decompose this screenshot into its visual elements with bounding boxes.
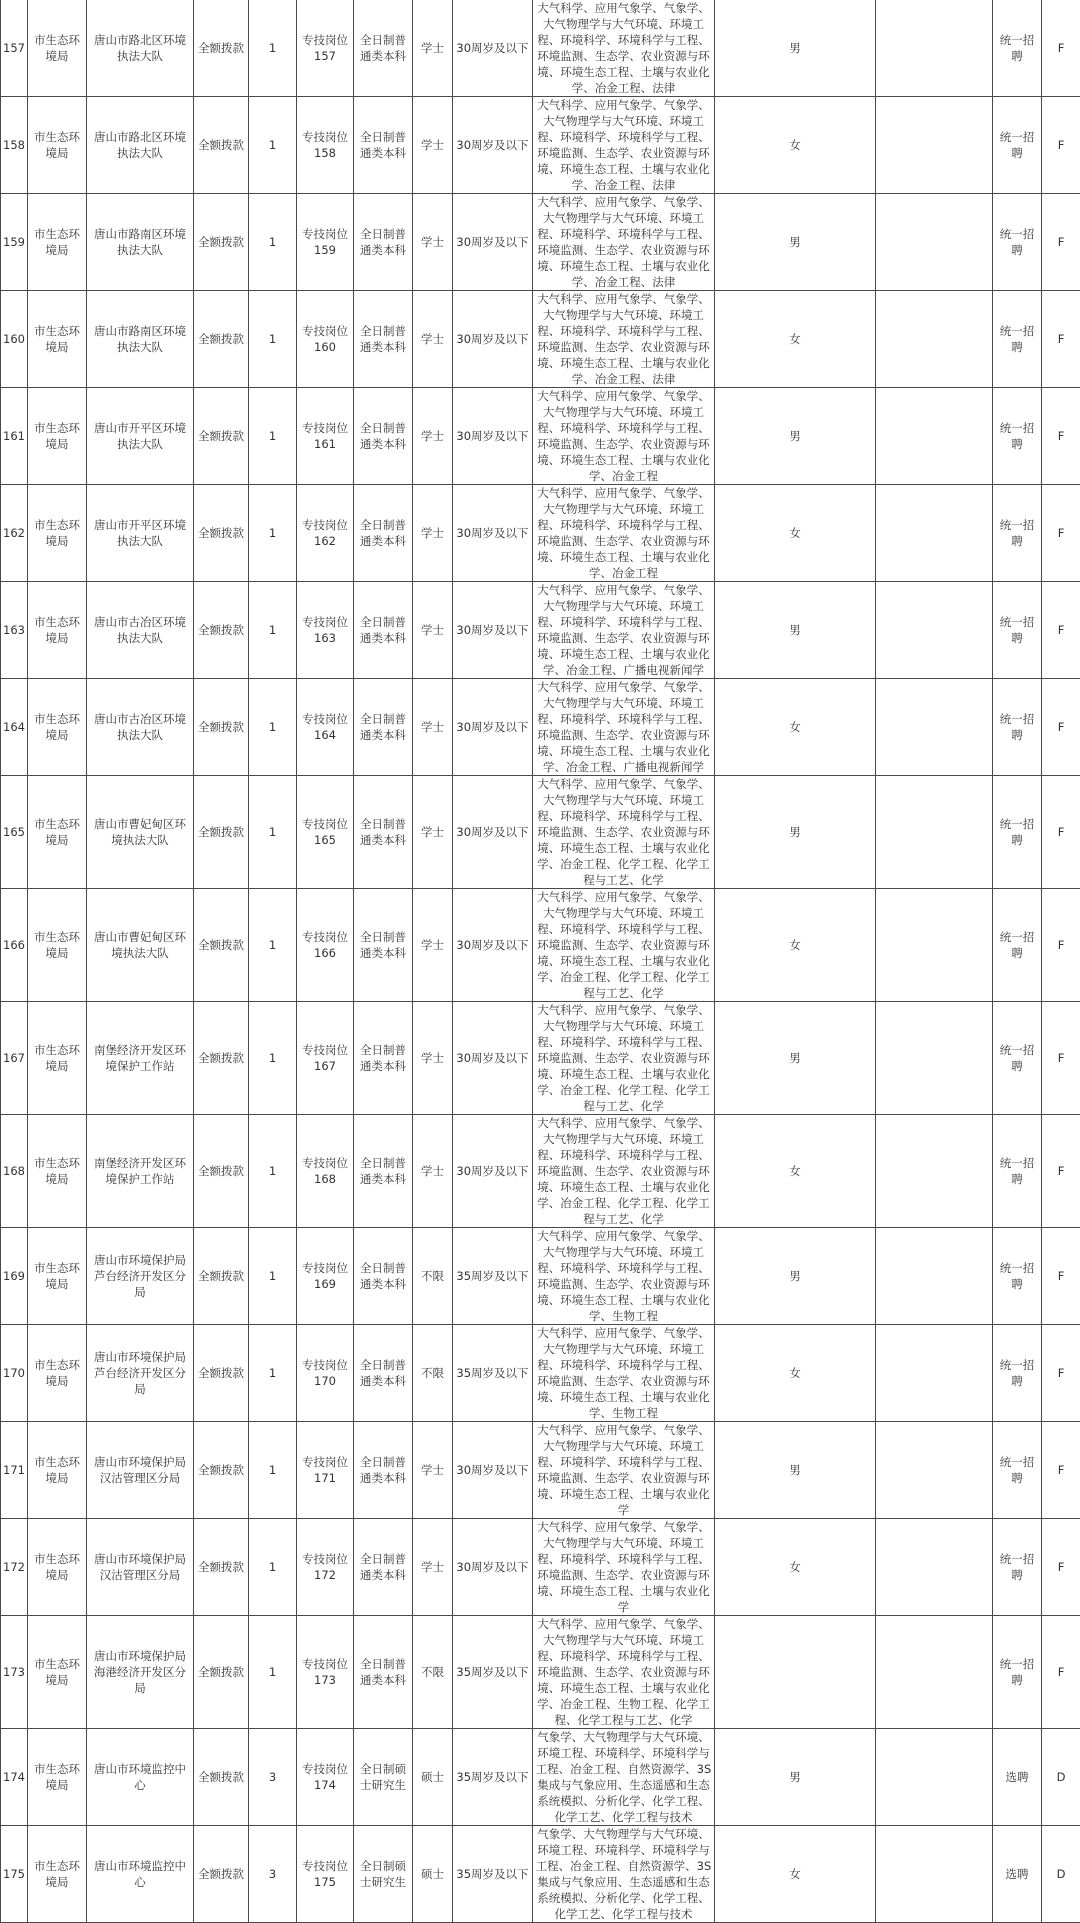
major-cell: 气象学、大气物理学与大气环境、环境工程、环境科学、环境科学与工程、冶金工程、自然资源学、3S集成与气象应用、生态遥感和生态系统模拟、分析化学、化学工程、化学工艺、化学工程与技术 bbox=[533, 1729, 715, 1826]
other-conditions-cell bbox=[876, 776, 993, 889]
post-name-cell: 专技岗位168 bbox=[297, 1115, 354, 1228]
headcount-cell: 1 bbox=[249, 1519, 297, 1616]
recruit-method-cell: 统一招聘 bbox=[993, 1228, 1042, 1325]
post-name-cell: 专技岗位162 bbox=[297, 485, 354, 582]
education-cell: 全日制普通类本科 bbox=[354, 388, 413, 485]
headcount-cell: 1 bbox=[249, 0, 297, 97]
other-conditions-cell bbox=[876, 679, 993, 776]
unit-cell: 唐山市环境保护局汉沽管理区分局 bbox=[87, 1422, 194, 1519]
education-cell: 全日制普通类本科 bbox=[354, 1228, 413, 1325]
department-cell: 市生态环境局 bbox=[28, 679, 87, 776]
other-conditions-cell bbox=[876, 889, 993, 1002]
recruit-method-cell: 统一招聘 bbox=[993, 1616, 1042, 1729]
degree-cell: 学士 bbox=[413, 0, 453, 97]
major-cell: 大气科学、应用气象学、气象学、大气物理学与大气环境、环境工程、环境科学、环境科学与工程、环境监测、生态学、农业资源与环境、环境生态工程、土壤与农业化学、冶金工程、法律 bbox=[533, 194, 715, 291]
major-cell: 大气科学、应用气象学、气象学、大气物理学与大气环境、环境工程、环境科学、环境科学与工程、环境监测、生态学、农业资源与环境、环境生态工程、土壤与农业化学、冶金工程、法律 bbox=[533, 0, 715, 97]
post-name-cell: 专技岗位171 bbox=[297, 1422, 354, 1519]
department-cell: 市生态环境局 bbox=[28, 1826, 87, 1923]
gender-cell: 女 bbox=[715, 97, 876, 194]
other-conditions-cell bbox=[876, 1729, 993, 1826]
other-conditions-cell bbox=[876, 1325, 993, 1422]
gender-cell: 男 bbox=[715, 194, 876, 291]
department-cell: 市生态环境局 bbox=[28, 889, 87, 1002]
category-cell: F bbox=[1042, 1422, 1080, 1519]
gender-cell: 男 bbox=[715, 0, 876, 97]
gender-cell: 男 bbox=[715, 1422, 876, 1519]
row-number: 161 bbox=[1, 388, 28, 485]
post-name-cell: 专技岗位167 bbox=[297, 1002, 354, 1115]
row-number: 158 bbox=[1, 97, 28, 194]
degree-cell: 硕士 bbox=[413, 1826, 453, 1923]
degree-cell: 学士 bbox=[413, 97, 453, 194]
row-number: 165 bbox=[1, 776, 28, 889]
post-name-cell: 专技岗位157 bbox=[297, 0, 354, 97]
department-cell: 市生态环境局 bbox=[28, 1519, 87, 1616]
degree-cell: 学士 bbox=[413, 889, 453, 1002]
degree-cell: 学士 bbox=[413, 582, 453, 679]
recruit-method-cell: 统一招聘 bbox=[993, 1002, 1042, 1115]
post-name-cell: 专技岗位163 bbox=[297, 582, 354, 679]
education-cell: 全日制硕士研究生 bbox=[354, 1729, 413, 1826]
funding-cell: 全额拨款 bbox=[194, 1325, 249, 1422]
funding-cell: 全额拨款 bbox=[194, 1616, 249, 1729]
recruit-method-cell: 统一招聘 bbox=[993, 291, 1042, 388]
major-cell: 大气科学、应用气象学、气象学、大气物理学与大气环境、环境工程、环境科学、环境科学与工程、环境监测、生态学、农业资源与环境、环境生态工程、土壤与农业化学、冶金工程、生物工程、化学工程、化学工程与工艺、化学 bbox=[533, 1616, 715, 1729]
headcount-cell: 1 bbox=[249, 776, 297, 889]
headcount-cell: 1 bbox=[249, 1115, 297, 1228]
other-conditions-cell bbox=[876, 0, 993, 97]
gender-cell: 男 bbox=[715, 776, 876, 889]
row-number: 167 bbox=[1, 1002, 28, 1115]
age-cell: 35周岁及以下 bbox=[453, 1228, 533, 1325]
gender-cell: 男 bbox=[715, 1729, 876, 1826]
headcount-cell: 1 bbox=[249, 679, 297, 776]
unit-cell: 唐山市环境保护局芦台经济开发区分局 bbox=[87, 1228, 194, 1325]
department-cell: 市生态环境局 bbox=[28, 194, 87, 291]
table-row bbox=[1, 582, 1080, 679]
category-cell: F bbox=[1042, 485, 1080, 582]
major-cell: 大气科学、应用气象学、气象学、大气物理学与大气环境、环境工程、环境科学、环境科学与工程、环境监测、生态学、农业资源与环境、环境生态工程、土壤与农业化学 bbox=[533, 1519, 715, 1616]
row-number: 168 bbox=[1, 1115, 28, 1228]
age-cell: 30周岁及以下 bbox=[453, 679, 533, 776]
major-cell: 大气科学、应用气象学、气象学、大气物理学与大气环境、环境工程、环境科学、环境科学与工程、环境监测、生态学、农业资源与环境、环境生态工程、土壤与农业化学、冶金工程 bbox=[533, 388, 715, 485]
row-number: 175 bbox=[1, 1826, 28, 1923]
row-number: 157 bbox=[1, 0, 28, 97]
table-row bbox=[1, 776, 1080, 889]
major-cell: 大气科学、应用气象学、气象学、大气物理学与大气环境、环境工程、环境科学、环境科学与工程、环境监测、生态学、农业资源与环境、环境生态工程、土壤与农业化学、冶金工程、化学工程、化学工程与工艺、化学 bbox=[533, 1002, 715, 1115]
gender-cell: 女 bbox=[715, 1325, 876, 1422]
degree-cell: 学士 bbox=[413, 291, 453, 388]
category-cell: F bbox=[1042, 291, 1080, 388]
department-cell: 市生态环境局 bbox=[28, 582, 87, 679]
other-conditions-cell bbox=[876, 1826, 993, 1923]
department-cell: 市生态环境局 bbox=[28, 1729, 87, 1826]
degree-cell: 学士 bbox=[413, 485, 453, 582]
education-cell: 全日制普通类本科 bbox=[354, 582, 413, 679]
category-cell: F bbox=[1042, 1616, 1080, 1729]
category-cell: F bbox=[1042, 97, 1080, 194]
row-number: 173 bbox=[1, 1616, 28, 1729]
funding-cell: 全额拨款 bbox=[194, 1228, 249, 1325]
category-cell: F bbox=[1042, 679, 1080, 776]
other-conditions-cell bbox=[876, 582, 993, 679]
degree-cell: 学士 bbox=[413, 1519, 453, 1616]
headcount-cell: 1 bbox=[249, 1616, 297, 1729]
gender-cell: 男 bbox=[715, 1002, 876, 1115]
gender-cell: 女 bbox=[715, 291, 876, 388]
age-cell: 30周岁及以下 bbox=[453, 194, 533, 291]
row-number: 170 bbox=[1, 1325, 28, 1422]
recruit-method-cell: 统一招聘 bbox=[993, 1519, 1042, 1616]
gender-cell: 女 bbox=[715, 1519, 876, 1616]
funding-cell: 全额拨款 bbox=[194, 1422, 249, 1519]
major-cell: 大气科学、应用气象学、气象学、大气物理学与大气环境、环境工程、环境科学、环境科学与工程、环境监测、生态学、农业资源与环境、环境生态工程、土壤与农业化学、冶金工程、法律 bbox=[533, 97, 715, 194]
headcount-cell: 3 bbox=[249, 1826, 297, 1923]
category-cell: D bbox=[1042, 1826, 1080, 1923]
department-cell: 市生态环境局 bbox=[28, 1115, 87, 1228]
other-conditions-cell bbox=[876, 1422, 993, 1519]
gender-cell bbox=[715, 1616, 876, 1729]
funding-cell: 全额拨款 bbox=[194, 1002, 249, 1115]
gender-cell: 男 bbox=[715, 388, 876, 485]
headcount-cell: 1 bbox=[249, 1325, 297, 1422]
education-cell: 全日制普通类本科 bbox=[354, 1325, 413, 1422]
category-cell: D bbox=[1042, 1729, 1080, 1826]
recruit-method-cell: 统一招聘 bbox=[993, 0, 1042, 97]
age-cell: 35周岁及以下 bbox=[453, 1325, 533, 1422]
table-row bbox=[1, 291, 1080, 388]
degree-cell: 学士 bbox=[413, 679, 453, 776]
age-cell: 30周岁及以下 bbox=[453, 582, 533, 679]
post-name-cell: 专技岗位164 bbox=[297, 679, 354, 776]
major-cell: 大气科学、应用气象学、气象学、大气物理学与大气环境、环境工程、环境科学、环境科学与工程、环境监测、生态学、农业资源与环境、环境生态工程、土壤与农业化学、冶金工程、广播电视新闻学 bbox=[533, 582, 715, 679]
other-conditions-cell bbox=[876, 97, 993, 194]
row-number: 162 bbox=[1, 485, 28, 582]
table-row bbox=[1, 679, 1080, 776]
age-cell: 30周岁及以下 bbox=[453, 889, 533, 1002]
row-number: 159 bbox=[1, 194, 28, 291]
funding-cell: 全额拨款 bbox=[194, 1826, 249, 1923]
post-name-cell: 专技岗位161 bbox=[297, 388, 354, 485]
table-row bbox=[1, 1826, 1080, 1923]
post-name-cell: 专技岗位166 bbox=[297, 889, 354, 1002]
table-row bbox=[1, 1616, 1080, 1729]
other-conditions-cell bbox=[876, 1115, 993, 1228]
age-cell: 30周岁及以下 bbox=[453, 1519, 533, 1616]
degree-cell: 学士 bbox=[413, 776, 453, 889]
table-row bbox=[1, 1228, 1080, 1325]
gender-cell: 女 bbox=[715, 1826, 876, 1923]
age-cell: 30周岁及以下 bbox=[453, 485, 533, 582]
education-cell: 全日制普通类本科 bbox=[354, 776, 413, 889]
age-cell: 35周岁及以下 bbox=[453, 1729, 533, 1826]
table-row bbox=[1, 485, 1080, 582]
headcount-cell: 1 bbox=[249, 1422, 297, 1519]
education-cell: 全日制普通类本科 bbox=[354, 1002, 413, 1115]
recruit-method-cell: 统一招聘 bbox=[993, 679, 1042, 776]
row-number: 160 bbox=[1, 291, 28, 388]
age-cell: 30周岁及以下 bbox=[453, 97, 533, 194]
post-name-cell: 专技岗位173 bbox=[297, 1616, 354, 1729]
recruit-method-cell: 统一招聘 bbox=[993, 1115, 1042, 1228]
unit-cell: 唐山市环境保护局海港经济开发区分局 bbox=[87, 1616, 194, 1729]
category-cell: F bbox=[1042, 0, 1080, 97]
category-cell: F bbox=[1042, 1002, 1080, 1115]
recruit-method-cell: 统一招聘 bbox=[993, 1422, 1042, 1519]
post-name-cell: 专技岗位160 bbox=[297, 291, 354, 388]
headcount-cell: 1 bbox=[249, 1228, 297, 1325]
major-cell: 大气科学、应用气象学、气象学、大气物理学与大气环境、环境工程、环境科学、环境科学与工程、环境监测、生态学、农业资源与环境、环境生态工程、土壤与农业化学、冶金工程、化学工程、化学工程与工艺、化学 bbox=[533, 1115, 715, 1228]
table-row bbox=[1, 194, 1080, 291]
table-row bbox=[1, 1422, 1080, 1519]
major-cell: 大气科学、应用气象学、气象学、大气物理学与大气环境、环境工程、环境科学、环境科学与工程、环境监测、生态学、农业资源与环境、环境生态工程、土壤与农业化学、冶金工程、法律 bbox=[533, 291, 715, 388]
recruit-method-cell: 统一招聘 bbox=[993, 97, 1042, 194]
department-cell: 市生态环境局 bbox=[28, 388, 87, 485]
post-name-cell: 专技岗位174 bbox=[297, 1729, 354, 1826]
row-number: 164 bbox=[1, 679, 28, 776]
major-cell: 大气科学、应用气象学、气象学、大气物理学与大气环境、环境工程、环境科学、环境科学与工程、环境监测、生态学、农业资源与环境、环境生态工程、土壤与农业化学、冶金工程、化学工程、化学工程与工艺、化学 bbox=[533, 776, 715, 889]
unit-cell: 唐山市路北区环境执法大队 bbox=[87, 0, 194, 97]
department-cell: 市生态环境局 bbox=[28, 776, 87, 889]
category-cell: F bbox=[1042, 776, 1080, 889]
recruit-method-cell: 统一招聘 bbox=[993, 776, 1042, 889]
education-cell: 全日制普通类本科 bbox=[354, 194, 413, 291]
recruit-method-cell: 选聘 bbox=[993, 1729, 1042, 1826]
degree-cell: 不限 bbox=[413, 1228, 453, 1325]
other-conditions-cell bbox=[876, 388, 993, 485]
education-cell: 全日制普通类本科 bbox=[354, 1115, 413, 1228]
unit-cell: 唐山市路南区环境执法大队 bbox=[87, 194, 194, 291]
other-conditions-cell bbox=[876, 1519, 993, 1616]
education-cell: 全日制普通类本科 bbox=[354, 1422, 413, 1519]
unit-cell: 唐山市古冶区环境执法大队 bbox=[87, 582, 194, 679]
headcount-cell: 3 bbox=[249, 1729, 297, 1826]
department-cell: 市生态环境局 bbox=[28, 1616, 87, 1729]
degree-cell: 学士 bbox=[413, 1422, 453, 1519]
headcount-cell: 1 bbox=[249, 889, 297, 1002]
table-row bbox=[1, 0, 1080, 97]
row-number: 172 bbox=[1, 1519, 28, 1616]
funding-cell: 全额拨款 bbox=[194, 582, 249, 679]
row-number: 174 bbox=[1, 1729, 28, 1826]
department-cell: 市生态环境局 bbox=[28, 0, 87, 97]
table-row bbox=[1, 97, 1080, 194]
age-cell: 30周岁及以下 bbox=[453, 291, 533, 388]
funding-cell: 全额拨款 bbox=[194, 1519, 249, 1616]
table-row bbox=[1, 1519, 1080, 1616]
funding-cell: 全额拨款 bbox=[194, 1729, 249, 1826]
unit-cell: 唐山市路南区环境执法大队 bbox=[87, 291, 194, 388]
major-cell: 大气科学、应用气象学、气象学、大气物理学与大气环境、环境工程、环境科学、环境科学与工程、环境监测、生态学、农业资源与环境、环境生态工程、土壤与农业化学、生物工程 bbox=[533, 1228, 715, 1325]
recruit-method-cell: 选聘 bbox=[993, 1826, 1042, 1923]
education-cell: 全日制普通类本科 bbox=[354, 679, 413, 776]
recruit-method-cell: 统一招聘 bbox=[993, 1325, 1042, 1422]
recruit-method-cell: 统一招聘 bbox=[993, 889, 1042, 1002]
funding-cell: 全额拨款 bbox=[194, 679, 249, 776]
post-name-cell: 专技岗位170 bbox=[297, 1325, 354, 1422]
degree-cell: 学士 bbox=[413, 1002, 453, 1115]
table-row bbox=[1, 1325, 1080, 1422]
category-cell: F bbox=[1042, 889, 1080, 1002]
post-name-cell: 专技岗位159 bbox=[297, 194, 354, 291]
department-cell: 市生态环境局 bbox=[28, 1325, 87, 1422]
table-row bbox=[1, 388, 1080, 485]
category-cell: F bbox=[1042, 1228, 1080, 1325]
category-cell: F bbox=[1042, 1325, 1080, 1422]
funding-cell: 全额拨款 bbox=[194, 388, 249, 485]
degree-cell: 硕士 bbox=[413, 1729, 453, 1826]
funding-cell: 全额拨款 bbox=[194, 889, 249, 1002]
age-cell: 35周岁及以下 bbox=[453, 1826, 533, 1923]
funding-cell: 全额拨款 bbox=[194, 291, 249, 388]
education-cell: 全日制普通类本科 bbox=[354, 97, 413, 194]
headcount-cell: 1 bbox=[249, 291, 297, 388]
other-conditions-cell bbox=[876, 1228, 993, 1325]
table-body bbox=[1, 0, 1080, 1923]
headcount-cell: 1 bbox=[249, 97, 297, 194]
age-cell: 30周岁及以下 bbox=[453, 1115, 533, 1228]
department-cell: 市生态环境局 bbox=[28, 97, 87, 194]
major-cell: 大气科学、应用气象学、气象学、大气物理学与大气环境、环境工程、环境科学、环境科学与工程、环境监测、生态学、农业资源与环境、环境生态工程、土壤与农业化学 bbox=[533, 1422, 715, 1519]
age-cell: 30周岁及以下 bbox=[453, 1422, 533, 1519]
row-number: 166 bbox=[1, 889, 28, 1002]
age-cell: 30周岁及以下 bbox=[453, 776, 533, 889]
education-cell: 全日制普通类本科 bbox=[354, 485, 413, 582]
major-cell: 大气科学、应用气象学、气象学、大气物理学与大气环境、环境工程、环境科学、环境科学与工程、环境监测、生态学、农业资源与环境、环境生态工程、土壤与农业化学、冶金工程、广播电视新闻学 bbox=[533, 679, 715, 776]
age-cell: 30周岁及以下 bbox=[453, 0, 533, 97]
headcount-cell: 1 bbox=[249, 194, 297, 291]
department-cell: 市生态环境局 bbox=[28, 291, 87, 388]
education-cell: 全日制硕士研究生 bbox=[354, 1826, 413, 1923]
post-name-cell: 专技岗位172 bbox=[297, 1519, 354, 1616]
category-cell: F bbox=[1042, 582, 1080, 679]
education-cell: 全日制普通类本科 bbox=[354, 0, 413, 97]
major-cell: 大气科学、应用气象学、气象学、大气物理学与大气环境、环境工程、环境科学、环境科学与工程、环境监测、生态学、农业资源与环境、环境生态工程、土壤与农业化学、生物工程 bbox=[533, 1325, 715, 1422]
post-name-cell: 专技岗位169 bbox=[297, 1228, 354, 1325]
unit-cell: 唐山市环境监控中心 bbox=[87, 1729, 194, 1826]
recruit-method-cell: 统一招聘 bbox=[993, 194, 1042, 291]
row-number: 171 bbox=[1, 1422, 28, 1519]
funding-cell: 全额拨款 bbox=[194, 1115, 249, 1228]
recruit-method-cell: 统一招聘 bbox=[993, 388, 1042, 485]
degree-cell: 不限 bbox=[413, 1616, 453, 1729]
unit-cell: 唐山市环境保护局芦台经济开发区分局 bbox=[87, 1325, 194, 1422]
headcount-cell: 1 bbox=[249, 388, 297, 485]
education-cell: 全日制普通类本科 bbox=[354, 1519, 413, 1616]
education-cell: 全日制普通类本科 bbox=[354, 889, 413, 1002]
department-cell: 市生态环境局 bbox=[28, 1002, 87, 1115]
funding-cell: 全额拨款 bbox=[194, 485, 249, 582]
other-conditions-cell bbox=[876, 1002, 993, 1115]
unit-cell: 唐山市曹妃甸区环境执法大队 bbox=[87, 776, 194, 889]
unit-cell: 唐山市路北区环境执法大队 bbox=[87, 97, 194, 194]
unit-cell: 唐山市环境保护局汉沽管理区分局 bbox=[87, 1519, 194, 1616]
post-name-cell: 专技岗位175 bbox=[297, 1826, 354, 1923]
unit-cell: 唐山市开平区环境执法大队 bbox=[87, 485, 194, 582]
category-cell: F bbox=[1042, 1519, 1080, 1616]
table-row bbox=[1, 1729, 1080, 1826]
headcount-cell: 1 bbox=[249, 485, 297, 582]
major-cell: 气象学、大气物理学与大气环境、环境工程、环境科学、环境科学与工程、冶金工程、自然资源学、3S集成与气象应用、生态遥感和生态系统模拟、分析化学、化学工程、化学工艺、化学工程与技术 bbox=[533, 1826, 715, 1923]
category-cell: F bbox=[1042, 194, 1080, 291]
major-cell: 大气科学、应用气象学、气象学、大气物理学与大气环境、环境工程、环境科学、环境科学与工程、环境监测、生态学、农业资源与环境、环境生态工程、土壤与农业化学、冶金工程 bbox=[533, 485, 715, 582]
gender-cell: 女 bbox=[715, 889, 876, 1002]
funding-cell: 全额拨款 bbox=[194, 194, 249, 291]
row-number: 169 bbox=[1, 1228, 28, 1325]
age-cell: 35周岁及以下 bbox=[453, 1616, 533, 1729]
unit-cell: 唐山市曹妃甸区环境执法大队 bbox=[87, 889, 194, 1002]
gender-cell: 女 bbox=[715, 485, 876, 582]
unit-cell: 南堡经济开发区环境保护工作站 bbox=[87, 1002, 194, 1115]
unit-cell: 南堡经济开发区环境保护工作站 bbox=[87, 1115, 194, 1228]
degree-cell: 学士 bbox=[413, 388, 453, 485]
table-row bbox=[1, 889, 1080, 1002]
table-row bbox=[1, 1115, 1080, 1228]
education-cell: 全日制普通类本科 bbox=[354, 291, 413, 388]
education-cell: 全日制普通类本科 bbox=[354, 1616, 413, 1729]
row-number: 163 bbox=[1, 582, 28, 679]
funding-cell: 全额拨款 bbox=[194, 776, 249, 889]
post-name-cell: 专技岗位165 bbox=[297, 776, 354, 889]
department-cell: 市生态环境局 bbox=[28, 1422, 87, 1519]
unit-cell: 唐山市古冶区环境执法大队 bbox=[87, 679, 194, 776]
funding-cell: 全额拨款 bbox=[194, 0, 249, 97]
category-cell: F bbox=[1042, 388, 1080, 485]
other-conditions-cell bbox=[876, 1616, 993, 1729]
gender-cell: 男 bbox=[715, 1228, 876, 1325]
degree-cell: 学士 bbox=[413, 194, 453, 291]
other-conditions-cell bbox=[876, 291, 993, 388]
other-conditions-cell bbox=[876, 485, 993, 582]
category-cell: F bbox=[1042, 1115, 1080, 1228]
headcount-cell: 1 bbox=[249, 1002, 297, 1115]
gender-cell: 女 bbox=[715, 1115, 876, 1228]
table-row bbox=[1, 1002, 1080, 1115]
headcount-cell: 1 bbox=[249, 582, 297, 679]
unit-cell: 唐山市环境监控中心 bbox=[87, 1826, 194, 1923]
other-conditions-cell bbox=[876, 194, 993, 291]
funding-cell: 全额拨款 bbox=[194, 97, 249, 194]
gender-cell: 男 bbox=[715, 582, 876, 679]
post-name-cell: 专技岗位158 bbox=[297, 97, 354, 194]
age-cell: 30周岁及以下 bbox=[453, 1002, 533, 1115]
major-cell: 大气科学、应用气象学、气象学、大气物理学与大气环境、环境工程、环境科学、环境科学与工程、环境监测、生态学、农业资源与环境、环境生态工程、土壤与农业化学、冶金工程、化学工程、化学工程与工艺、化学 bbox=[533, 889, 715, 1002]
recruit-method-cell: 统一招聘 bbox=[993, 485, 1042, 582]
degree-cell: 学士 bbox=[413, 1115, 453, 1228]
degree-cell: 不限 bbox=[413, 1325, 453, 1422]
unit-cell: 唐山市开平区环境执法大队 bbox=[87, 388, 194, 485]
department-cell: 市生态环境局 bbox=[28, 485, 87, 582]
recruit-method-cell: 统一招聘 bbox=[993, 582, 1042, 679]
department-cell: 市生态环境局 bbox=[28, 1228, 87, 1325]
age-cell: 30周岁及以下 bbox=[453, 388, 533, 485]
gender-cell: 女 bbox=[715, 679, 876, 776]
